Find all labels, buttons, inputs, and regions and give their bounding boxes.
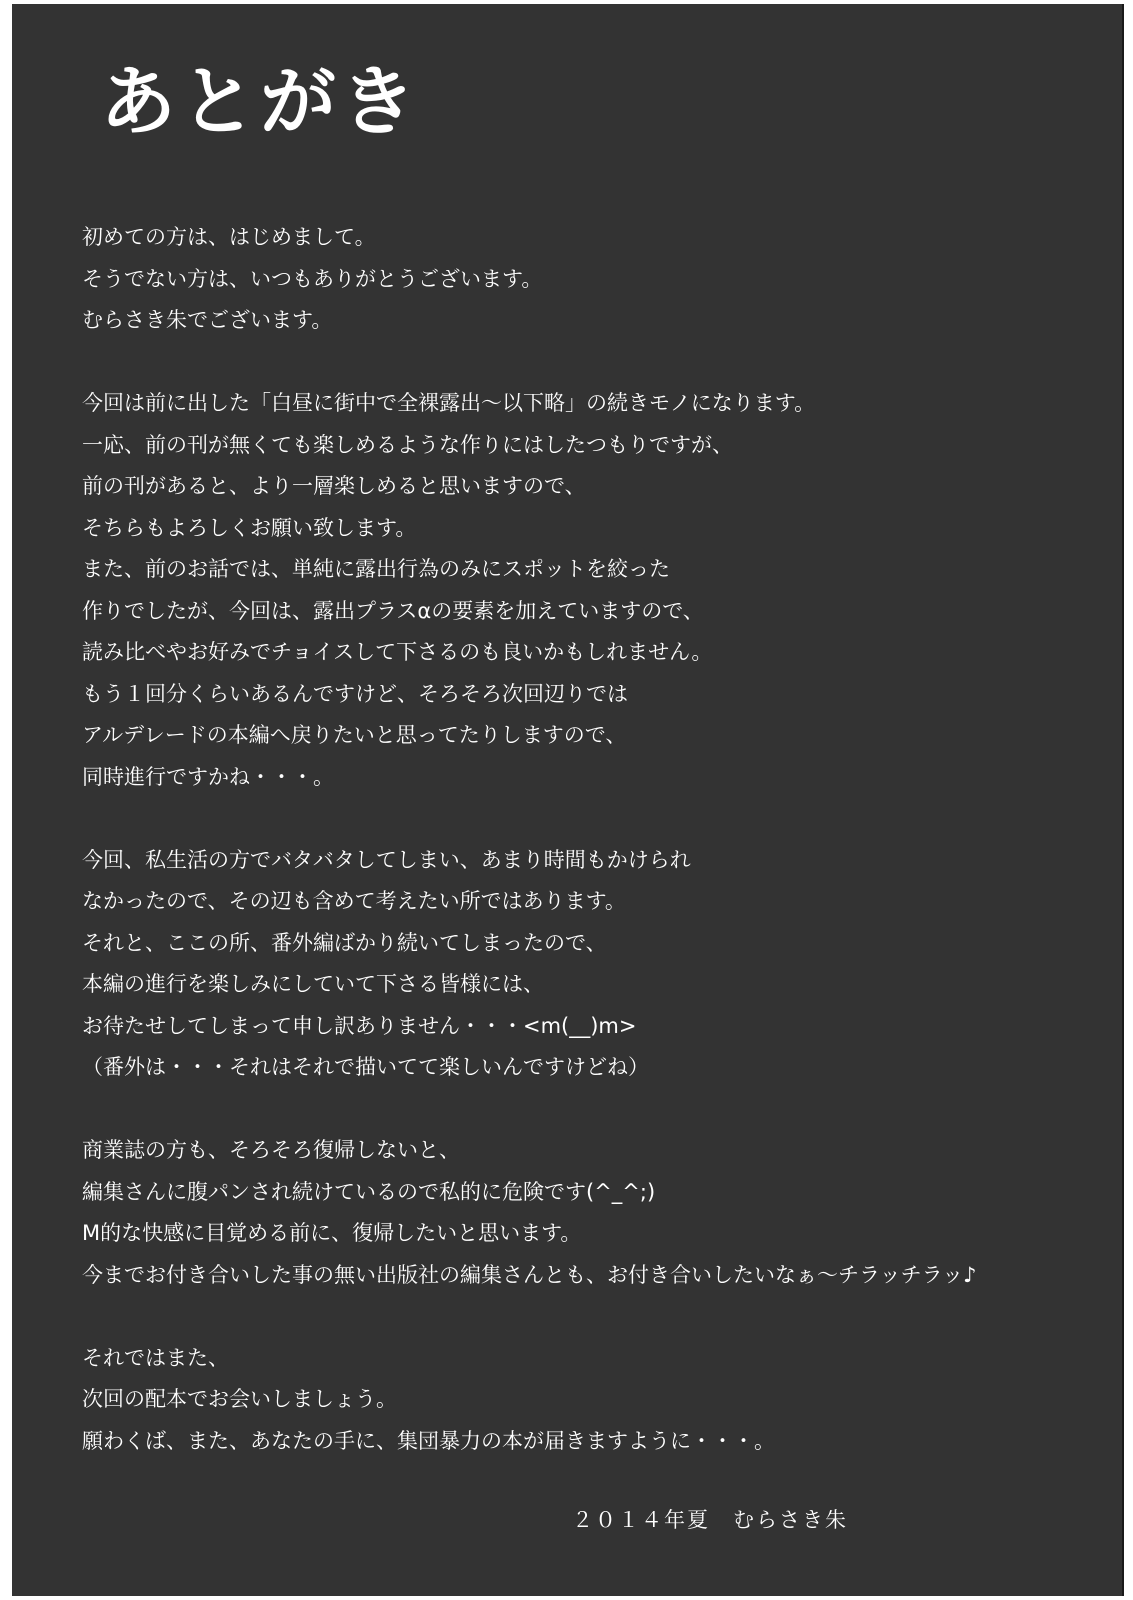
paragraph (82, 840, 1082, 1089)
text-line: 同時進行ですかね・・・。 (82, 764, 334, 789)
text-line: 次回の配本でお会いしましょう。 (82, 1387, 397, 1411)
text-line: 初めての方は、はじめまして。 (82, 225, 376, 249)
text-line: 読み比べやお好みでチョイスして下さるのも良いかもしれません。 (82, 640, 713, 664)
text-line: 編集さんに腹パンされ続けているので私的に危険です(^_^;) (82, 1179, 656, 1204)
text-line: お待たせしてしまって申し訳ありません・・・<m(__)m> (82, 1013, 637, 1038)
text-line: 願わくば、また、あなたの手に、集団暴力の本が届きますように・・・。 (82, 1428, 775, 1453)
afterword-panel (12, 4, 1124, 1596)
text-line: もう１回分くらいあるんですけど、そろそろ次回辺りでは (82, 681, 628, 706)
text-line: 今回は前に出した「白昼に街中で全裸露出～以下略」の続きモノになります。 (82, 391, 816, 415)
page-title: あとがき (100, 57, 420, 146)
text-line: 本編の進行を楽しみにしていて下さる皆様には、 (82, 972, 544, 996)
paragraph (82, 383, 1082, 798)
text-line: なかったので、その辺も含めて考えたい所ではあります。 (82, 889, 626, 913)
text-line: それではまた、 (82, 1345, 229, 1370)
afterword-body (82, 217, 1082, 1504)
text-line: アルデレードの本編へ戻りたいと思ってたりしますので、 (82, 723, 627, 747)
text-line: 一応、前の刊が無くても楽しめるような作りにはしたつもりですが、 (82, 432, 733, 457)
text-line: そちらもよろしくお願い致します。 (82, 515, 417, 540)
text-line: そうでない方は、いつもありがとうございます。 (82, 266, 543, 291)
text-line: M的な快感に目覚める前に、復帰したいと思います。 (82, 1221, 582, 1245)
text-line: 作りでしたが、今回は、露出プラスαの要素を加えていますので、 (82, 598, 704, 623)
paragraph (82, 1338, 1082, 1463)
paragraph (82, 217, 1082, 342)
paragraph (82, 1130, 1082, 1296)
text-line: それと、ここの所、番外編ばかり続いてしまったので、 (82, 930, 607, 955)
text-line: 前の刊があると、より一層楽しめると思いますので、 (82, 474, 586, 498)
text-line: 商業誌の方も、そろそろ復帰しないと、 (82, 1138, 460, 1162)
text-line: むらさき朱でございます。 (82, 308, 333, 332)
text-line: また、前のお話では、単純に露出行為のみにスポットを絞った (82, 557, 670, 581)
text-line: 今回、私生活の方でバタバタしてしまい、あまり時間もかけられ (82, 847, 691, 872)
text-line: （番外は・・・それはそれで描いてて楽しいんですけどね） (82, 1055, 649, 1079)
text-line: 今までお付き合いした事の無い出版社の編集さんとも、お付き合いしたいなぁ～チラッチラッ♪ (82, 1262, 977, 1287)
signature: ２０１４年夏 むらさき朱 (572, 1508, 848, 1532)
